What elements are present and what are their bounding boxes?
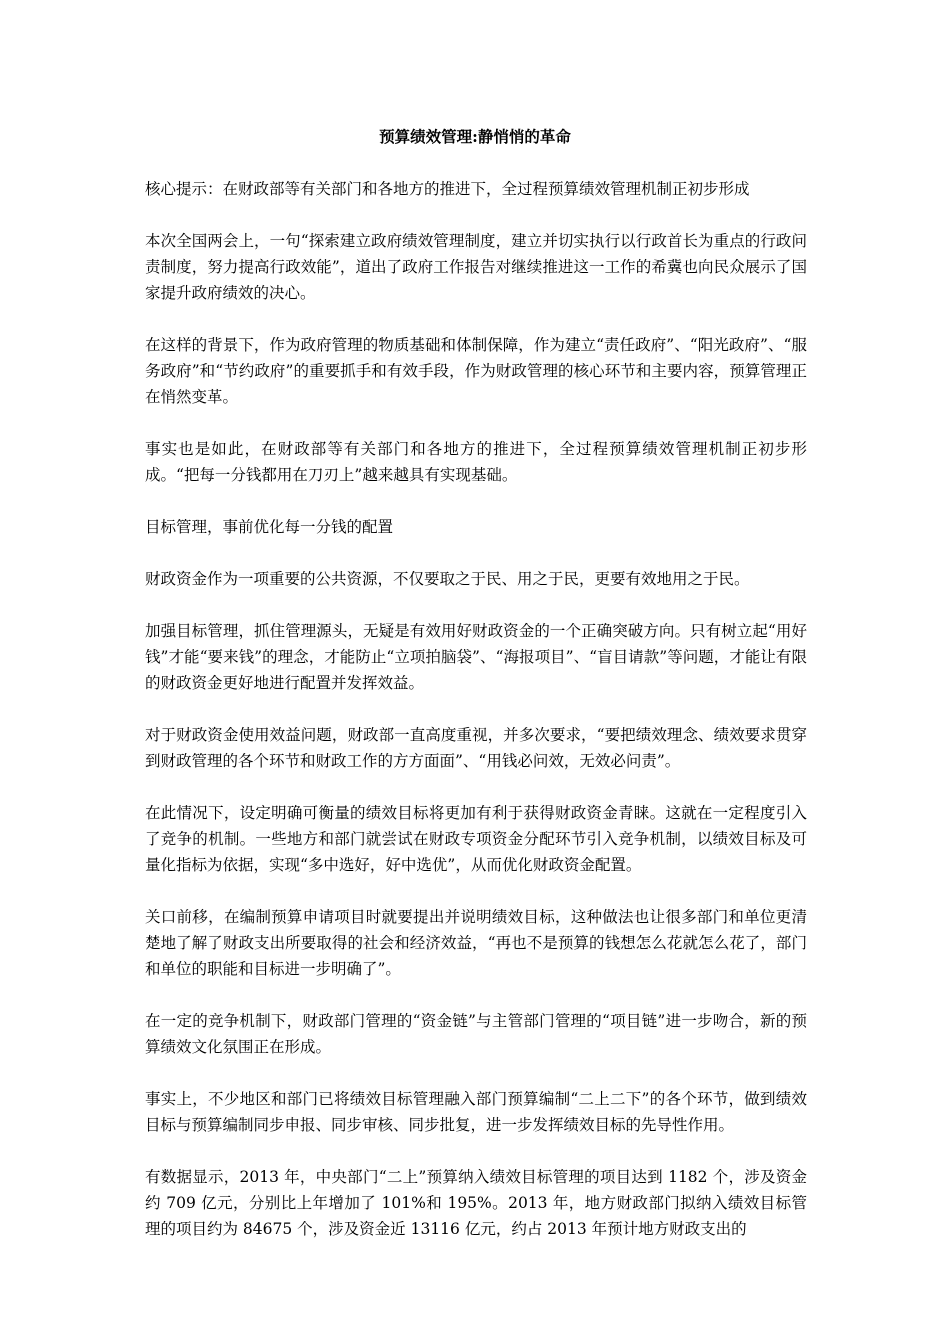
document-body bbox=[145, 176, 807, 1268]
body-paragraph: 事实上，不少地区和部门已将绩效目标管理融入部门预算编制“二上二下”的各个环节，做到绩效目标与预算编制同步申报、同步审核、同步批复，进一步发挥绩效目标的先导性作用。 bbox=[145, 1090, 807, 1134]
body-paragraph: 在一定的竞争机制下，财政部门管理的“资金链”与主管部门管理的“项目链”进一步吻合，新的预算绩效文化氛围正在形成。 bbox=[145, 1012, 807, 1056]
summary-paragraph: 核心提示：在财政部等有关部门和各地方的推进下，全过程预算绩效管理机制正初步形成 bbox=[145, 180, 750, 198]
body-paragraph: 有数据显示，2013 年，中央部门“二上”预算纳入绩效目标管理的项目达到 1182 个，涉及资金约 709 亿元，分别比上年增加了 101%和 195%。2013 年，地方财政部门拟纳入绩效目标管理的项目约为 84675 个，涉及资金近 13116 亿元，约占 2013 年预计地方财政支出的 bbox=[145, 1168, 807, 1238]
document-title: 预算绩效管理:静悄悄的革命 bbox=[379, 127, 571, 146]
body-paragraph: 事实也是如此，在财政部等有关部门和各地方的推进下，全过程预算绩效管理机制正初步形成。“把每一分钱都用在刀刃上”越来越具有实现基础。 bbox=[145, 440, 807, 484]
body-paragraph: 财政资金作为一项重要的公共资源，不仅要取之于民、用之于民，更要有效地用之于民。 bbox=[145, 570, 750, 588]
body-paragraph: 关口前移，在编制预算申请项目时就要提出并说明绩效目标，这种做法也让很多部门和单位更清楚地了解了财政支出所要取得的社会和经济效益，“再也不是预算的钱想怎么花就怎么花了，部门和单位的职能和目标进一步明确了”。 bbox=[145, 908, 807, 978]
body-paragraph: 对于财政资金使用效益问题，财政部一直高度重视，并多次要求，“要把绩效理念、绩效要求贯穿到财政管理的各个环节和财政工作的方方面面”、“用钱必问效，无效必问责”。 bbox=[145, 726, 807, 770]
body-paragraph: 在这样的背景下，作为政府管理的物质基础和体制保障，作为建立“责任政府”、“阳光政府”、“服务政府”和“节约政府”的重要抓手和有效手段，作为财政管理的核心环节和主要内容，预算管理正在悄然变革。 bbox=[145, 336, 807, 406]
body-paragraph: 在此情况下，设定明确可衡量的绩效目标将更加有利于获得财政资金青睐。这就在一定程度引入了竞争的机制。一些地方和部门就尝试在财政专项资金分配环节引入竞争机制，以绩效目标及可量化指标为依据，实现“多中选好，好中选优”，从而优化财政资金配置。 bbox=[145, 804, 807, 874]
body-paragraph: 本次全国两会上，一句“探索建立政府绩效管理制度，建立并切实执行以行政首长为重点的行政问责制度，努力提高行政效能”，道出了政府工作报告对继续推进这一工作的希冀也向民众展示了国家提升政府绩效的决心。 bbox=[145, 232, 807, 302]
body-paragraph: 加强目标管理，抓住管理源头，无疑是有效用好财政资金的一个正确突破方向。只有树立起“用好钱”才能“要来钱”的理念，才能防止“立项拍脑袋”、“海报项目”、“盲目请款”等问题，才能让有限的财政资金更好地进行配置并发挥效益。 bbox=[145, 622, 807, 692]
section-heading: 目标管理，事前优化每一分钱的配置 bbox=[145, 518, 394, 536]
